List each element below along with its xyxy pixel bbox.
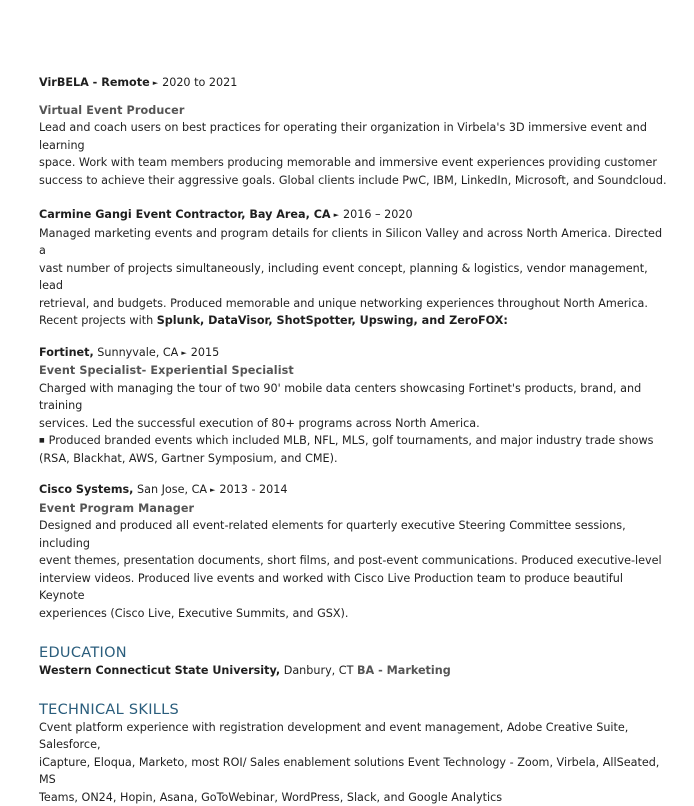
school-location: Danbury, CT bbox=[280, 664, 353, 677]
job-role: Event Specialist- Experiential Specialist bbox=[39, 362, 669, 380]
education-section bbox=[39, 644, 669, 680]
job-description bbox=[39, 517, 669, 622]
job-location: San Jose, CA bbox=[133, 483, 207, 496]
job-description bbox=[39, 225, 669, 330]
triangle-icon: ► bbox=[334, 207, 339, 225]
company-name: Carmine Gangi Event Contractor, Bay Area, CA bbox=[39, 208, 331, 221]
desc-line: Lead and coach users on best practices for operating their organization in Virbela's 3D immersive event and learning bbox=[39, 119, 669, 154]
skills-heading: TECHNICAL SKILLS bbox=[39, 701, 669, 719]
triangle-icon: ► bbox=[210, 482, 215, 500]
recent-projects-line: Recent projects with Splunk, DataVisor, ShotSpotter, Upswing, and ZeroFOX: bbox=[39, 312, 669, 330]
desc-line: event themes, presentation documents, short films, and post-event communications. Produced executive-level bbox=[39, 552, 669, 570]
degree: BA - Marketing bbox=[357, 664, 451, 677]
job-cisco bbox=[39, 481, 669, 622]
desc-line: Managed marketing events and program details for clients in Silicon Valley and across North America. Directed a bbox=[39, 225, 669, 260]
desc-line: retrieval, and budgets. Produced memorable and unique networking experiences throughout North America. bbox=[39, 295, 669, 313]
desc-line: Charged with managing the tour of two 90' mobile data centers showcasing Fortinet's products, brand, and training bbox=[39, 380, 669, 415]
bullet-icon: ■ bbox=[39, 437, 45, 444]
skills-list bbox=[39, 719, 669, 806]
job-location: Sunnyvale, CA bbox=[94, 346, 179, 359]
skills-line: Teams, ON24, Hopin, Asana, GoToWebinar, WordPress, Slack, and Google Analytics bbox=[39, 789, 669, 806]
company-name: VirBELA - Remote bbox=[39, 76, 150, 89]
job-header bbox=[39, 74, 669, 93]
skills-line: iCapture, Eloqua, Marketo, most ROI/ Sales enablement solutions Event Technology - Zoom, Virbela, AllSeated, MS bbox=[39, 754, 669, 789]
job-header bbox=[39, 206, 669, 225]
desc-line: (RSA, Blackhat, AWS, Gartner Symposium, and CME). bbox=[39, 450, 669, 468]
desc-line: experiences (Cisco Live, Executive Summits, and GSX). bbox=[39, 605, 669, 623]
job-fortinet bbox=[39, 344, 669, 468]
desc-line: success to achieve their aggressive goals. Global clients include PwC, IBM, LinkedIn, Microsoft, and Soundcloud. bbox=[39, 172, 669, 190]
job-carmine-gangi bbox=[39, 206, 669, 330]
job-header bbox=[39, 344, 669, 363]
desc-line: space. Work with team members producing memorable and immersive event experiences providing customer bbox=[39, 154, 669, 172]
desc-line: interview videos. Produced live events and worked with Cisco Live Production team to produce beautiful Keynote bbox=[39, 570, 669, 605]
job-dates: 2013 - 2014 bbox=[219, 483, 287, 496]
job-dates: 2020 to 2021 bbox=[162, 76, 237, 89]
triangle-icon: ► bbox=[181, 345, 186, 363]
recent-clients: Splunk, DataVisor, ShotSpotter, Upswing, and ZeroFOX: bbox=[157, 314, 508, 327]
bullet-item: ■ Produced branded events which included MLB, NFL, MLS, golf tournaments, and major industry trade shows bbox=[39, 432, 669, 450]
job-description bbox=[39, 119, 669, 189]
skills-line: Cvent platform experience with registration development and event management, Adobe Creative Suite, Salesforce, bbox=[39, 719, 669, 754]
job-role: Event Program Manager bbox=[39, 500, 669, 518]
desc-line: services. Led the successful execution of 80+ programs across North America. bbox=[39, 415, 669, 433]
job-description bbox=[39, 380, 669, 468]
education-heading: EDUCATION bbox=[39, 644, 669, 662]
job-role: Virtual Event Producer bbox=[39, 102, 669, 120]
company-name: Cisco Systems, bbox=[39, 483, 133, 496]
resume-page bbox=[39, 74, 669, 806]
desc-line: vast number of projects simultaneously, including event concept, planning & logistics, vendor management, lead bbox=[39, 260, 669, 295]
skills-section bbox=[39, 701, 669, 806]
school-name: Western Connecticut State University, bbox=[39, 664, 280, 677]
company-name: Fortinet, bbox=[39, 346, 94, 359]
desc-line: Designed and produced all event-related elements for quarterly executive Steering Committee sessions, including bbox=[39, 517, 669, 552]
job-header bbox=[39, 481, 669, 500]
education-entry bbox=[39, 662, 669, 680]
triangle-icon: ► bbox=[153, 75, 158, 93]
job-dates: 2015 bbox=[191, 346, 219, 359]
job-virbela bbox=[39, 74, 669, 189]
job-dates: 2016 – 2020 bbox=[343, 208, 413, 221]
